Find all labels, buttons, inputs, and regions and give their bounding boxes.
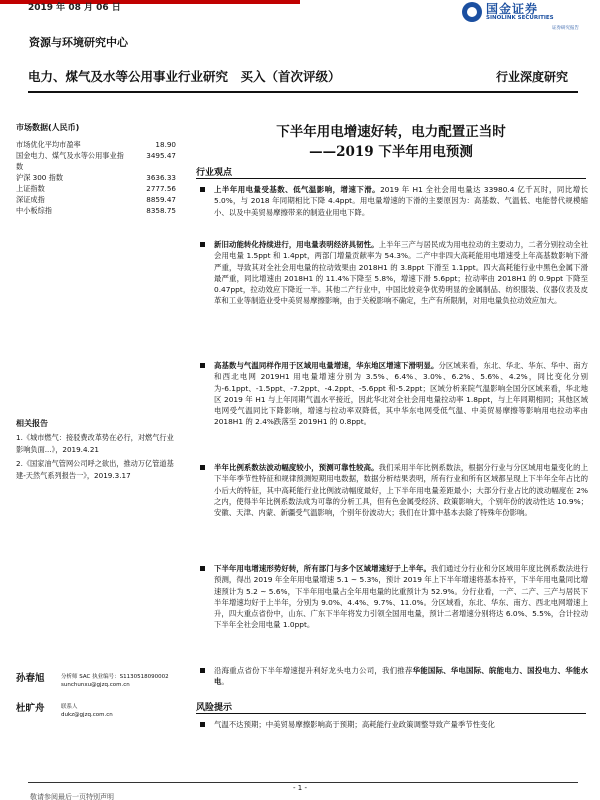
risk-bullet: 气温不达预期；中美贸易摩擦影响高于预期；高耗能行业政策调整导致产量季节性变化 [198, 719, 588, 730]
bullet-square-icon [200, 187, 205, 192]
market-row: 沪深 300 指数 3636.33 [16, 173, 176, 182]
header-divider [28, 91, 578, 93]
bullet-square-icon [200, 668, 205, 673]
market-data-panel [16, 122, 176, 216]
market-row: 上证指数 2777.56 [16, 184, 176, 193]
market-row: 市场优化平均市盈率 18.90 [16, 140, 176, 149]
section-heading-risk: 风险提示 [196, 703, 233, 713]
logo-tagline: 证券研究报告 [552, 26, 579, 31]
market-data-title: 市场数据(人民币) [16, 123, 80, 132]
sector-rating: 电力、煤气及水等公用事业行业研究 买入（首次评级） [28, 69, 341, 84]
view-bullet: 半年比例系数法波动幅度较小，预测可靠性较高。我们采用半年比例系数法，根据分行业与分区域用电量变化的上下半年季节性特征和规律预测短期用电数据，数据分析结果表明，所有行业和所有区域都呈现上下半年全年占比的小后大的特征，其中高耗能行业比例波动幅度最好，上下半年用电量差距最小；大部分行业占比的波动幅度在 2%之内，使得半年比例系数法成为可靠的分析工具，但有色金属受经济、政策影响大，个别年份的波动性达 10.9%；安徽、天津、内蒙、新疆受气温影响，个别年份波动大；我们在计算中基本去除了特殊年份影响。 [198, 462, 588, 518]
brand-logo [462, 0, 592, 36]
view-bullet: 新旧动能转化持续进行，用电量表明经济具韧性。上半年三产与居民成为用电拉动的主要动力，二者分别拉动全社会用电量 1.5ppt 和 1.4ppt，两部门增量贡献率为 54.3%。二产中非四大高耗能用电增速受上年高基数影响下滑严重，导致其对全社会用电量的拉动效果由 2018H1 的 3.8ppt 下滑至 1.1ppt。四大高耗能行业中黑色金属下滑最严重，同比增速由 2018H1 的 11.4%下降至 5.8%，增速下滑 5.6ppt；拉动率由 2018H1 的 0.9ppt 下降至 0.47ppt，拉动效应下降近一半。其他二产行业中，中国比较竞争优势明显的金属制品、纺织服装、仪器仪表及皮革和工业等制造业受中美贸易摩擦影响，由于关税影响不确定，生产有所限制，对用电量负拉动效应加大。 [198, 239, 588, 307]
report-title-sub: ——2019 下半年用电预测 [309, 144, 473, 160]
logo-name-cn: 国金证券 [486, 2, 539, 16]
recommended-stocks: 华能国际、华电国际、皖能电力、国投电力、华能水电 [214, 666, 588, 687]
footer-disclaimer[interactable]: 敬请参阅最后一页特别声明 [30, 793, 114, 800]
logo-icon [462, 2, 482, 22]
market-row: 中小板综指 8358.75 [16, 206, 176, 215]
author-license: 分析师 SAC 执业编号：S1130518090002 [61, 674, 169, 680]
bullet-square-icon [200, 242, 205, 247]
bullet-square-icon [200, 722, 205, 727]
bullet-square-icon [200, 566, 205, 571]
author-name: 孙春旭 [16, 673, 45, 684]
related-reports-title: 相关报告 [16, 419, 48, 428]
page-number: - 1 - [293, 784, 307, 792]
report-title [196, 122, 586, 162]
view-bullet: 高基数与气温同样作用于区域用电量增速，华东地区增速下滑明显。分区域来看，东北、华北、华东、华中、南方和西北电网 2019H1 用电量增速分别为 3.5%、6.4%、3.0%、6.2%、5.6%、4.2%，同比变化分别为-6.1ppt、-1.5ppt、-7.2ppt、-4.2ppt、-5.6ppt 和-5.2ppt；区域分析来院气温影响全国分区域来看，华北地区 2019 年 H1 与上年同期气温水平接近，因此华北对全社会用电量拉动率 1.8ppt，与上年同期相同；其他区域电网受气温同比下降影响，增速与拉动率双降低，其中华东电网受低气温、中美贸易摩擦等影响用电拉动率由 2018H1 的 2.4%跌落至 2019H1 的 0.8ppt。 [198, 360, 588, 428]
view-bullet: 下半年用电增速形势好转，所有部门与多个区域增速好于上半年。我们通过分行业和分区域用年度比例系数法进行预测，得出 2019 年全年用电量增速 5.1 ~ 5.3%，预计 2019 年上下半年增速将基本持平，下半年用电量同比增速预计为 5.2 ~ 5.6%，下半年用电量占全年用电量的比重预计为 52.9%。分行业看，一产、二产、三产与居民下半年增速均好于上半年，分别为 9.0%、4.4%、9.7%、11.0%。分区域看，东北、华东、南方、西北电网增速上升，四大重点省份中，山东、广东下半年将发力引领全国用电量，预计二者增速分别将达 6.0%、5.5%，合计拉动下半年全社会用电量 1.0ppt。 [198, 563, 588, 631]
related-report-link[interactable]: 1.《城市燃气：接驳费改革势在必行，对燃气行业影响负面...》，2019.4.21 [16, 433, 174, 454]
view-bullet: 上半年用电量受基数、低气温影响，增速下滑。2019 年 H1 全社会用电量达 33980.4 亿千瓦时，同比增长 5.0%，与 2018 年同期相比下降 4.4ppt。用电量增速的下滑的主要原因为：高基数、气温低、电能替代规模缩小、以及中美贸易摩擦带来的制造业用电下降。 [198, 184, 588, 218]
logo-name-en: SINOLINK SECURITIES [486, 15, 554, 21]
author-email[interactable]: sunchunxu@gjzq.com.cn [61, 682, 130, 688]
report-type: 行业深度研究 [495, 70, 568, 84]
market-row: 深证成指 8859.47 [16, 195, 176, 204]
view-bullet: 沿海重点省份下半年增速提升利好龙头电力公司，我们推荐华能国际、华电国际、皖能电力、国投电力、华能水电。 [198, 665, 588, 688]
author-name: 杜旷舟 [16, 703, 45, 714]
footer-divider [28, 782, 578, 783]
author-email[interactable]: dukz@gjzq.com.cn [61, 712, 113, 718]
related-report-link[interactable]: 2.《国家油气管网公司呼之欲出，推动万亿管道基建-天然气系列报告一》，2019.3.17 [16, 459, 174, 480]
research-center: 资源与环境研究中心 [29, 36, 128, 49]
bullet-square-icon [200, 363, 205, 368]
section-divider [196, 178, 586, 179]
section-divider [196, 713, 586, 714]
report-title-main: 下半年用电增速好转，电力配置正当时 [276, 124, 506, 140]
report-date: 2019 年 08 月 06 日 [28, 3, 121, 13]
author-license: 联系人 [61, 704, 78, 710]
bullet-square-icon [200, 465, 205, 470]
market-row: 国金电力、煤气及水等公用事业指数 3495.47 [16, 151, 176, 171]
section-heading-views: 行业观点 [196, 168, 233, 178]
